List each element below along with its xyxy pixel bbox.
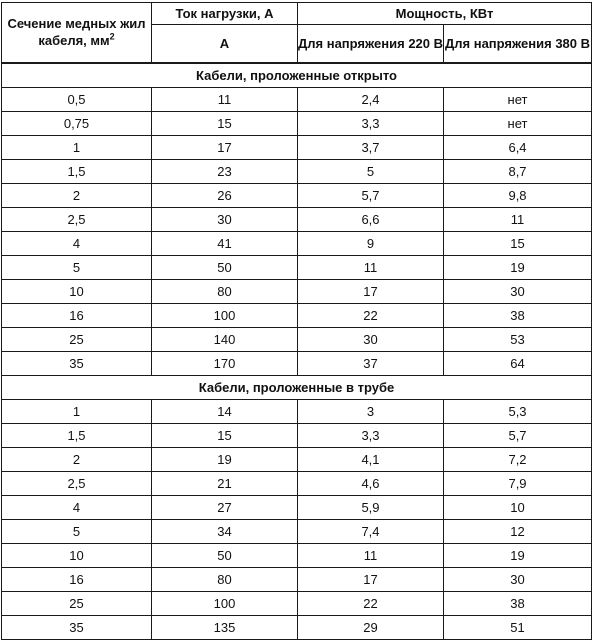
cell-power-220: 37 — [298, 351, 444, 375]
cell-current: 34 — [152, 519, 298, 543]
header-current-unit: А — [152, 25, 298, 63]
cell-power-220: 3,3 — [298, 423, 444, 447]
header-current: Ток нагрузки, А — [152, 3, 298, 25]
cell-power-220: 22 — [298, 591, 444, 615]
cell-cross-section: 2 — [2, 447, 152, 471]
cell-power-220: 4,1 — [298, 447, 444, 471]
section-open-title: Кабели, проложенные открыто — [2, 63, 592, 88]
section-pipe-title: Кабели, проложенные в трубе — [2, 375, 592, 399]
cell-current: 100 — [152, 591, 298, 615]
cell-power-220: 11 — [298, 543, 444, 567]
cell-cross-section: 1,5 — [2, 423, 152, 447]
table-row — [2, 207, 592, 231]
cell-power-220: 9 — [298, 231, 444, 255]
table-row — [2, 111, 592, 135]
cell-power-380: нет — [444, 87, 592, 111]
cell-current: 17 — [152, 135, 298, 159]
table-row — [2, 519, 592, 543]
cell-power-380: 11 — [444, 207, 592, 231]
cell-power-220: 17 — [298, 279, 444, 303]
cell-power-380: 64 — [444, 351, 592, 375]
table-row — [2, 495, 592, 519]
table-row — [2, 159, 592, 183]
cell-power-220: 7,4 — [298, 519, 444, 543]
cell-cross-section: 5 — [2, 255, 152, 279]
cell-current: 80 — [152, 279, 298, 303]
table-row — [2, 351, 592, 375]
cell-current: 14 — [152, 399, 298, 423]
cable-table — [1, 2, 592, 640]
cell-current: 50 — [152, 543, 298, 567]
cell-power-380: 51 — [444, 615, 592, 639]
table-row — [2, 591, 592, 615]
cell-current: 21 — [152, 471, 298, 495]
cell-current: 80 — [152, 567, 298, 591]
cell-cross-section: 0,75 — [2, 111, 152, 135]
cell-power-220: 3,3 — [298, 111, 444, 135]
cell-power-220: 29 — [298, 615, 444, 639]
cell-current: 19 — [152, 447, 298, 471]
cell-power-220: 5 — [298, 159, 444, 183]
cell-cross-section: 25 — [2, 591, 152, 615]
cell-power-220: 11 — [298, 255, 444, 279]
cell-cross-section: 35 — [2, 351, 152, 375]
cell-current: 27 — [152, 495, 298, 519]
cell-power-220: 17 — [298, 567, 444, 591]
cell-power-380: 19 — [444, 255, 592, 279]
cell-current: 26 — [152, 183, 298, 207]
table-row — [2, 471, 592, 495]
cell-power-380: 30 — [444, 279, 592, 303]
cell-power-380: 5,3 — [444, 399, 592, 423]
cell-cross-section: 1 — [2, 135, 152, 159]
table-row — [2, 327, 592, 351]
cell-power-220: 4,6 — [298, 471, 444, 495]
header-cross-section-label: Сечение медных жил кабеля, мм — [7, 16, 146, 49]
cell-power-380: 6,4 — [444, 135, 592, 159]
section-pipe — [2, 375, 592, 639]
cell-cross-section: 16 — [2, 303, 152, 327]
table-row — [2, 183, 592, 207]
header-380v: Для напряжения 380 В — [444, 25, 592, 63]
table-row — [2, 279, 592, 303]
table-row — [2, 231, 592, 255]
cell-current: 15 — [152, 111, 298, 135]
cell-power-380: 5,7 — [444, 423, 592, 447]
table-row — [2, 87, 592, 111]
table-row — [2, 423, 592, 447]
cell-cross-section: 25 — [2, 327, 152, 351]
cell-power-220: 22 — [298, 303, 444, 327]
cell-power-380: 9,8 — [444, 183, 592, 207]
cell-current: 11 — [152, 87, 298, 111]
cell-cross-section: 10 — [2, 543, 152, 567]
cell-power-380: 38 — [444, 591, 592, 615]
cell-power-380: 10 — [444, 495, 592, 519]
cell-cross-section: 1 — [2, 399, 152, 423]
cell-current: 15 — [152, 423, 298, 447]
cell-current: 23 — [152, 159, 298, 183]
cell-power-220: 5,9 — [298, 495, 444, 519]
header-cross-section-sup: 2 — [109, 31, 115, 42]
table-row — [2, 135, 592, 159]
header-power: Мощность, КВт — [298, 3, 592, 25]
cell-current: 30 — [152, 207, 298, 231]
cell-cross-section: 35 — [2, 615, 152, 639]
cell-cross-section: 10 — [2, 279, 152, 303]
header-cross-section — [2, 3, 152, 63]
table-row — [2, 447, 592, 471]
cell-power-380: 7,2 — [444, 447, 592, 471]
section-open — [2, 63, 592, 376]
cell-power-380: 53 — [444, 327, 592, 351]
table-row — [2, 303, 592, 327]
cell-cross-section: 0,5 — [2, 87, 152, 111]
cell-cross-section: 4 — [2, 231, 152, 255]
cell-power-380: 7,9 — [444, 471, 592, 495]
cell-power-380: 38 — [444, 303, 592, 327]
cell-power-380: 30 — [444, 567, 592, 591]
table-row — [2, 615, 592, 639]
cell-power-220: 3 — [298, 399, 444, 423]
cell-cross-section: 5 — [2, 519, 152, 543]
cell-current: 50 — [152, 255, 298, 279]
cell-current: 170 — [152, 351, 298, 375]
table-row — [2, 567, 592, 591]
cell-power-220: 30 — [298, 327, 444, 351]
cell-cross-section: 16 — [2, 567, 152, 591]
cell-current: 41 — [152, 231, 298, 255]
cell-current: 140 — [152, 327, 298, 351]
cell-power-380: 19 — [444, 543, 592, 567]
cell-power-220: 2,4 — [298, 87, 444, 111]
table-row — [2, 399, 592, 423]
header-220v: Для напряжения 220 В — [298, 25, 444, 63]
cell-power-380: 15 — [444, 231, 592, 255]
cell-power-220: 5,7 — [298, 183, 444, 207]
cell-cross-section: 2 — [2, 183, 152, 207]
cell-cross-section: 2,5 — [2, 207, 152, 231]
cell-cross-section: 4 — [2, 495, 152, 519]
cell-cross-section: 2,5 — [2, 471, 152, 495]
table-row — [2, 255, 592, 279]
cell-cross-section: 1,5 — [2, 159, 152, 183]
cell-power-380: 12 — [444, 519, 592, 543]
table-row — [2, 543, 592, 567]
cell-power-220: 6,6 — [298, 207, 444, 231]
cell-power-380: 8,7 — [444, 159, 592, 183]
cell-current: 100 — [152, 303, 298, 327]
cell-current: 135 — [152, 615, 298, 639]
cell-power-220: 3,7 — [298, 135, 444, 159]
cell-power-380: нет — [444, 111, 592, 135]
